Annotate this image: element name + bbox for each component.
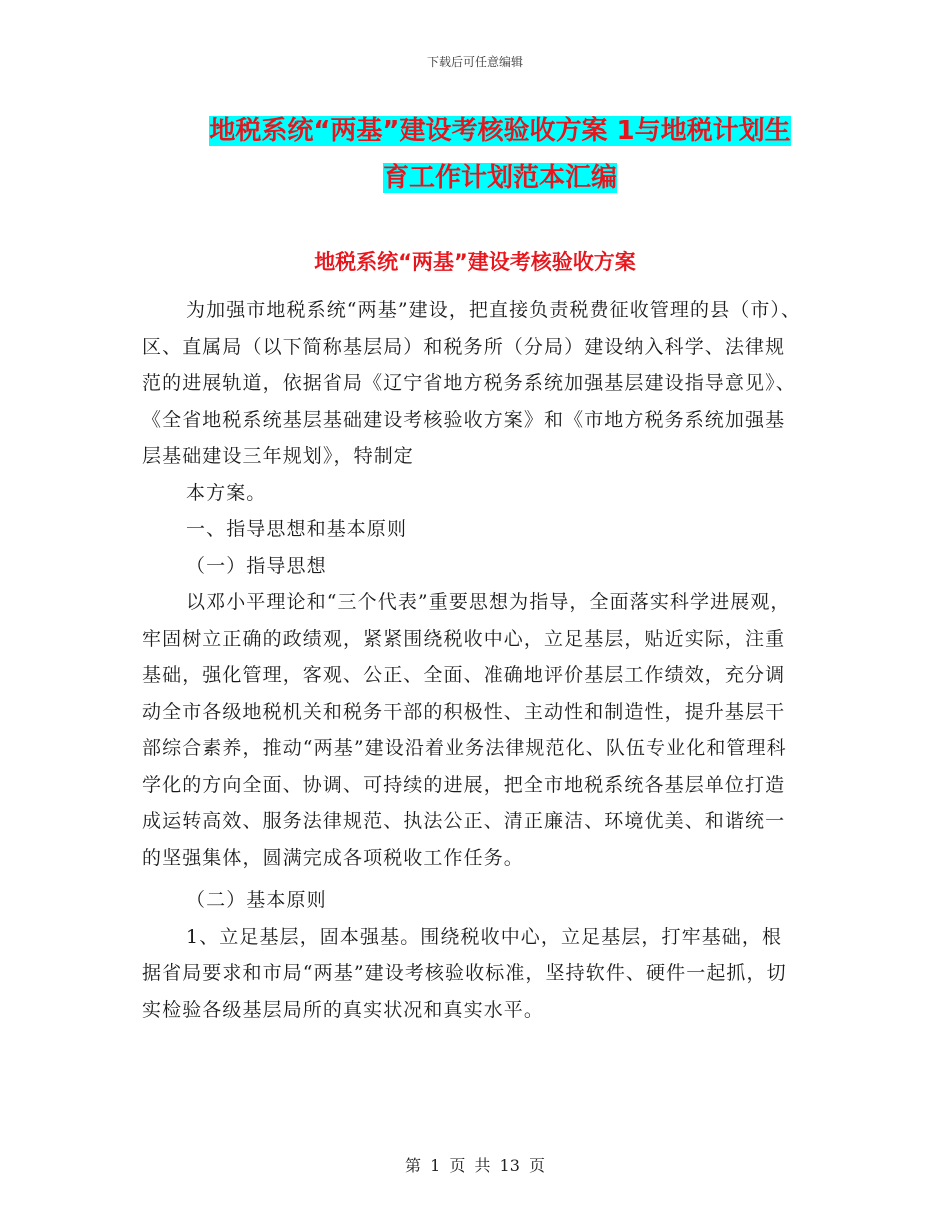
subheading-guiding-thought: （一）指导思想 [186, 554, 327, 577]
paragraph-guiding-thought: 以邓小平理论和“三个代表”重要思想为指导，全面落实科学进展观，牢固树立正确的政绩观，紧紧围绕税收中心，立足基层，贴近实际，注重基础，强化管理，客观、公正、全面、准确地评价基层工作绩效，充分调动全市各级地税机关和税务干部的积极性、主动性和制造性，提升基层干部综合素养，推动“两基”建设沿着业务法律规范化、队伍专业化和管理科学化的方向全面、协调、可持续的进展，把全市地税系统各基层单位打造成运转高效、服务法律规范、执法公正、清正廉洁、环境优美、和谐统一的坚强集体，圆满完成各项税收工作任务。 [142, 591, 791, 869]
section-title: 地税系统“两基”建设考核验收方案 [314, 250, 636, 274]
document-title [120, 108, 880, 202]
subheading-basic-principles: （二）基本原则 [186, 889, 327, 911]
document-title-line-1: 地税系统“两基”建设考核验收方案 1与地税计划生 [209, 116, 791, 146]
paragraph-principle-1: 1、立足基层，固本强基。围绕税收中心，立足基层，打牢基础，根据省局要求和市局“两基”建设考核验收标准，坚持软件、硬件一起抓，切实检验各级基层局所的真实状况和真实水平。 [142, 925, 787, 1021]
document-body [142, 292, 802, 1028]
page-number-footer: 第 1 页 共 13 页 [405, 1156, 545, 1175]
paragraph-intro: 为加强市地税系统“两基”建设，把直接负责税费征收管理的县（市）、区、直属局（以下简称基层局）和税务所（分局）建设纳入科学、法律规范的进展轨道，依据省局《辽宁省地方税务系统加强基层建设指导意见》、《全省地税系统基层基础建设考核验收方案》和《市地方税务系统加强基层基础建设三年规划》，特制定 [142, 299, 802, 467]
document-title-line-2: 育工作计划范本汇编 [382, 163, 617, 193]
heading-guiding-principles: 一、指导思想和基本原则 [186, 518, 408, 540]
header-note: 下载后可任意编辑 [426, 55, 523, 69]
paragraph-intro-end: 本方案。 [186, 481, 267, 504]
